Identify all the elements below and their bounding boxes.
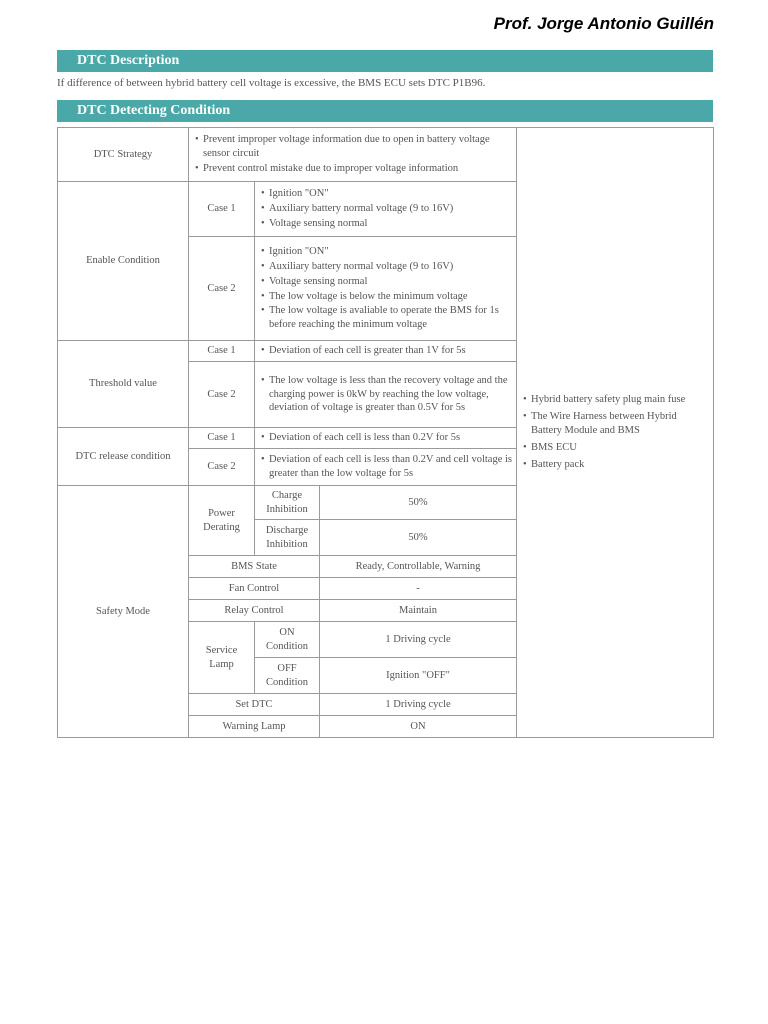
list-item: • Voltage sensing normal [259, 217, 512, 231]
list-item: • BMS ECU [521, 441, 709, 455]
list-item: • Deviation of each cell is greater than 1V for 5s [259, 344, 512, 358]
dtc-description-header: DTC Description [57, 50, 713, 72]
list-item: • Auxiliary battery normal voltage (9 to 16V) [259, 202, 512, 216]
release-case2-label: Case 2 [189, 449, 255, 486]
dtc-strategy-cell [189, 128, 517, 182]
list-item: • Ignition "ON" [259, 245, 512, 259]
off-condition-value: Ignition "OFF" [320, 658, 517, 694]
list-item: • The low voltage is below the minimum voltage [259, 290, 512, 304]
safety-mode-label: Safety Mode [58, 486, 189, 738]
list-item: • Voltage sensing normal [259, 275, 512, 289]
warning-lamp-label: Warning Lamp [189, 716, 320, 738]
bms-state-label: BMS State [189, 556, 320, 578]
enable-case1-label: Case 1 [189, 182, 255, 237]
dtc-description-text: If difference of between hybrid battery cell voltage is excessive, the BMS ECU sets DTC P1B96. [57, 77, 486, 89]
set-dtc-label: Set DTC [189, 694, 320, 716]
list-item: • Deviation of each cell is less than 0.2V for 5s [259, 431, 512, 445]
enable-condition-label: Enable Condition [58, 182, 189, 341]
list-item: • Prevent control mistake due to improper voltage information [193, 162, 512, 176]
threshold-case2-label: Case 2 [189, 362, 255, 428]
enable-case2-label: Case 2 [189, 237, 255, 341]
relay-control-label: Relay Control [189, 600, 320, 622]
charge-inhibition-value: 50% [320, 486, 517, 520]
on-condition-label: ON Condition [255, 622, 320, 658]
dtc-strategy-label: DTC Strategy [58, 128, 189, 182]
list-item: • The Wire Harness between Hybrid Battery Module and BMS [521, 410, 709, 438]
release-case1-cell [255, 428, 517, 449]
list-item: • Prevent improper voltage information due to open in battery voltage sensor circuit [193, 133, 512, 161]
dtc-strategy-list [193, 133, 512, 176]
enable-case2-cell [255, 237, 517, 341]
relay-control-value: Maintain [320, 600, 517, 622]
threshold-value-label: Threshold value [58, 341, 189, 428]
fan-control-label: Fan Control [189, 578, 320, 600]
threshold-case2-cell [255, 362, 517, 428]
list-item: • The low voltage is avaliable to operate the BMS for 1s before reaching the minimum voltage [259, 304, 512, 332]
charge-inhibition-label: Charge Inhibition [255, 486, 320, 520]
enable-case1-cell [255, 182, 517, 237]
discharge-inhibition-label: Discharge Inhibition [255, 520, 320, 556]
list-item: • Ignition "ON" [259, 187, 512, 201]
warning-lamp-value: ON [320, 716, 517, 738]
off-condition-label: OFF Condition [255, 658, 320, 694]
release-case2-cell [255, 449, 517, 486]
enable-case1-list [259, 187, 512, 231]
release-case1-list [259, 431, 512, 445]
part-list-cell [517, 128, 714, 738]
table-row [58, 128, 714, 182]
list-item: • The low voltage is less than the recovery voltage and the charging power is 0kW by reaching the low voltage, deviation of voltage is greater than 0.5V for 5s [259, 374, 512, 416]
power-derating-label: Power Derating [189, 486, 255, 556]
release-case1-label: Case 1 [189, 428, 255, 449]
list-item: • Deviation of each cell is less than 0.2V and cell voltage is greater than the low voltage for 5s [259, 453, 512, 481]
dtc-condition-table [57, 127, 714, 738]
release-case2-list [259, 453, 512, 481]
author-name: Prof. Jorge Antonio Guillén [493, 14, 714, 33]
part-list [521, 393, 709, 472]
threshold-case1-label: Case 1 [189, 341, 255, 362]
list-item: • Battery pack [521, 458, 709, 472]
threshold-case1-list [259, 344, 512, 358]
dtc-release-label: DTC release condition [58, 428, 189, 486]
fan-control-value: - [320, 578, 517, 600]
enable-case2-list [259, 245, 512, 333]
set-dtc-value: 1 Driving cycle [320, 694, 517, 716]
list-item: • Hybrid battery safety plug main fuse [521, 393, 709, 407]
discharge-inhibition-value: 50% [320, 520, 517, 556]
dtc-detecting-condition-header: DTC Detecting Condition [57, 100, 713, 122]
service-lamp-label: Service Lamp [189, 622, 255, 694]
threshold-case1-cell [255, 341, 517, 362]
threshold-case2-list [259, 374, 512, 416]
list-item: • Auxiliary battery normal voltage (9 to 16V) [259, 260, 512, 274]
bms-state-value: Ready, Controllable, Warning [320, 556, 517, 578]
on-condition-value: 1 Driving cycle [320, 622, 517, 658]
